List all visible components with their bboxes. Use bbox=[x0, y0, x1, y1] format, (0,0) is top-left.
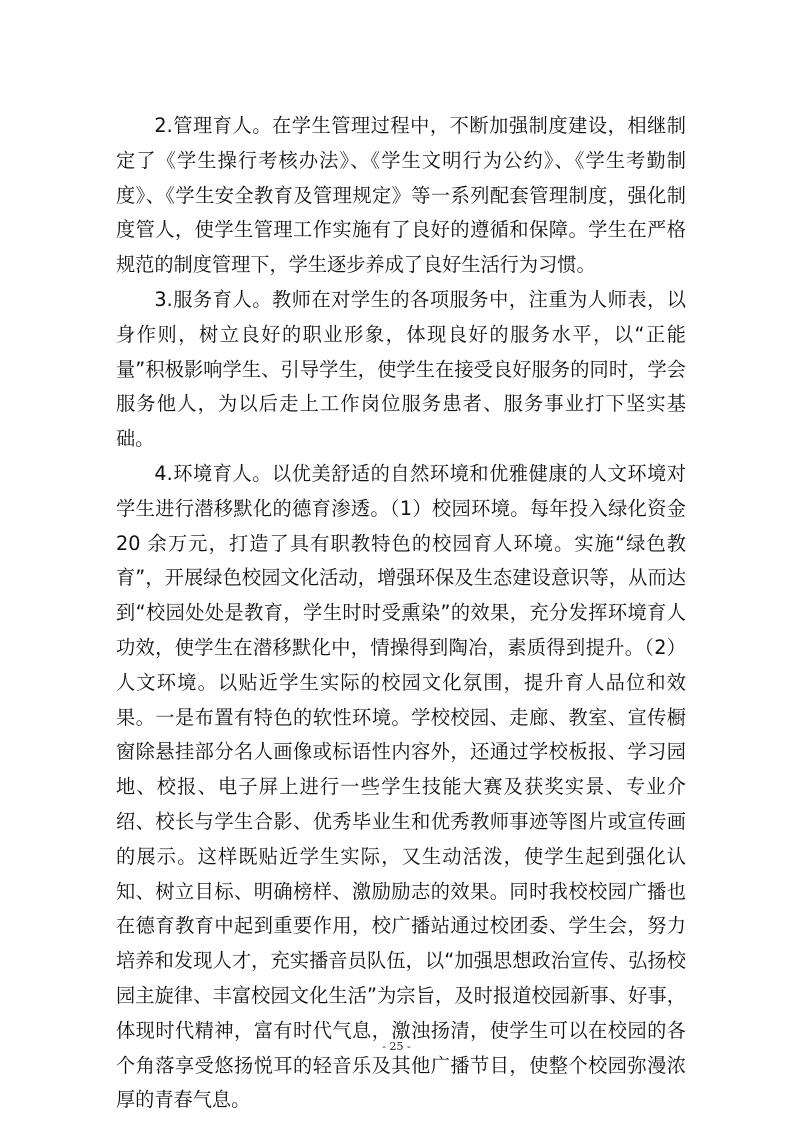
paragraph-management-education: 2.管理育人。在学生管理过程中，不断加强制度建设，相继制定了《学生操行考核办法》、《学生文明行为公约》、《学生考勤制度》、《学生安全教育及管理规定》等一系列配套管理制度，强化制度管人，使学生管理工作实施有了良好的遵循和保障。学生在严格规范的制度管理下，学生逐步养成了良好生活行为习惯。 bbox=[116, 114, 686, 277]
paragraph-service-education: 3.服务育人。教师在对学生的各项服务中，注重为人师表，以身作则，树立良好的职业形象，体现良好的服务水平，以“正能量”积极影响学生、引导学生，使学生在接受良好服务的同时，学会服务他人，为以后走上工作岗位服务患者、服务事业打下坚实基础。 bbox=[116, 287, 686, 451]
paragraph-environment-education: 4.环境育人。以优美舒适的自然环境和优雅健康的人文环境对学生进行潜移默化的德育渗透。（1）校园环境。每年投入绿化资金 20 余万元，打造了具有职教特色的校园育人环境。实施“绿色教育”，开展绿色校园文化活动，增强环保及生态建设意识等，从而达到“校园处处是教育，学生时时受熏染”的效果，充分发挥环境育人功效，使学生在潜移默化中，情操得到陶冶，素质得到提升。（2）人文环境。以贴近学生实际的校园文化氛围，提升育人品位和效果。一是布置有特色的软性环境。学校校园、走廊、教室、宣传橱窗除悬挂部分名人画像或标语性内容外，还通过学校板报、学习园地、校报、电子屏上进行一些学生技能大赛及获奖实景、专业介绍、校长与学生合影、优秀毕业生和优秀教师事迹等图片或宣传画的展示。这样既贴近学生实际，又生动活泼，使学生起到强化认知、树立目标、明确榜样、激励励志的效果。同时我校校园广播也在德育教育中起到重要作用，校广播站通过校团委、学生会，努力培养和发现人才，充实播音员队伍，以“加强思想政治宣传、弘扬校园主旋律、丰富校园文化生活”为宗旨，及时报道校园新事、好事，体现时代精神，富有时代气息，激浊扬清，使学生可以在校园的各个角落享受悠扬悦耳的轻音乐及其他广播节目，使整个校园弥漫浓厚的青春气息。 bbox=[116, 461, 686, 1112]
page-number: - 25 - bbox=[382, 1040, 411, 1053]
body-text bbox=[116, 109, 686, 1118]
